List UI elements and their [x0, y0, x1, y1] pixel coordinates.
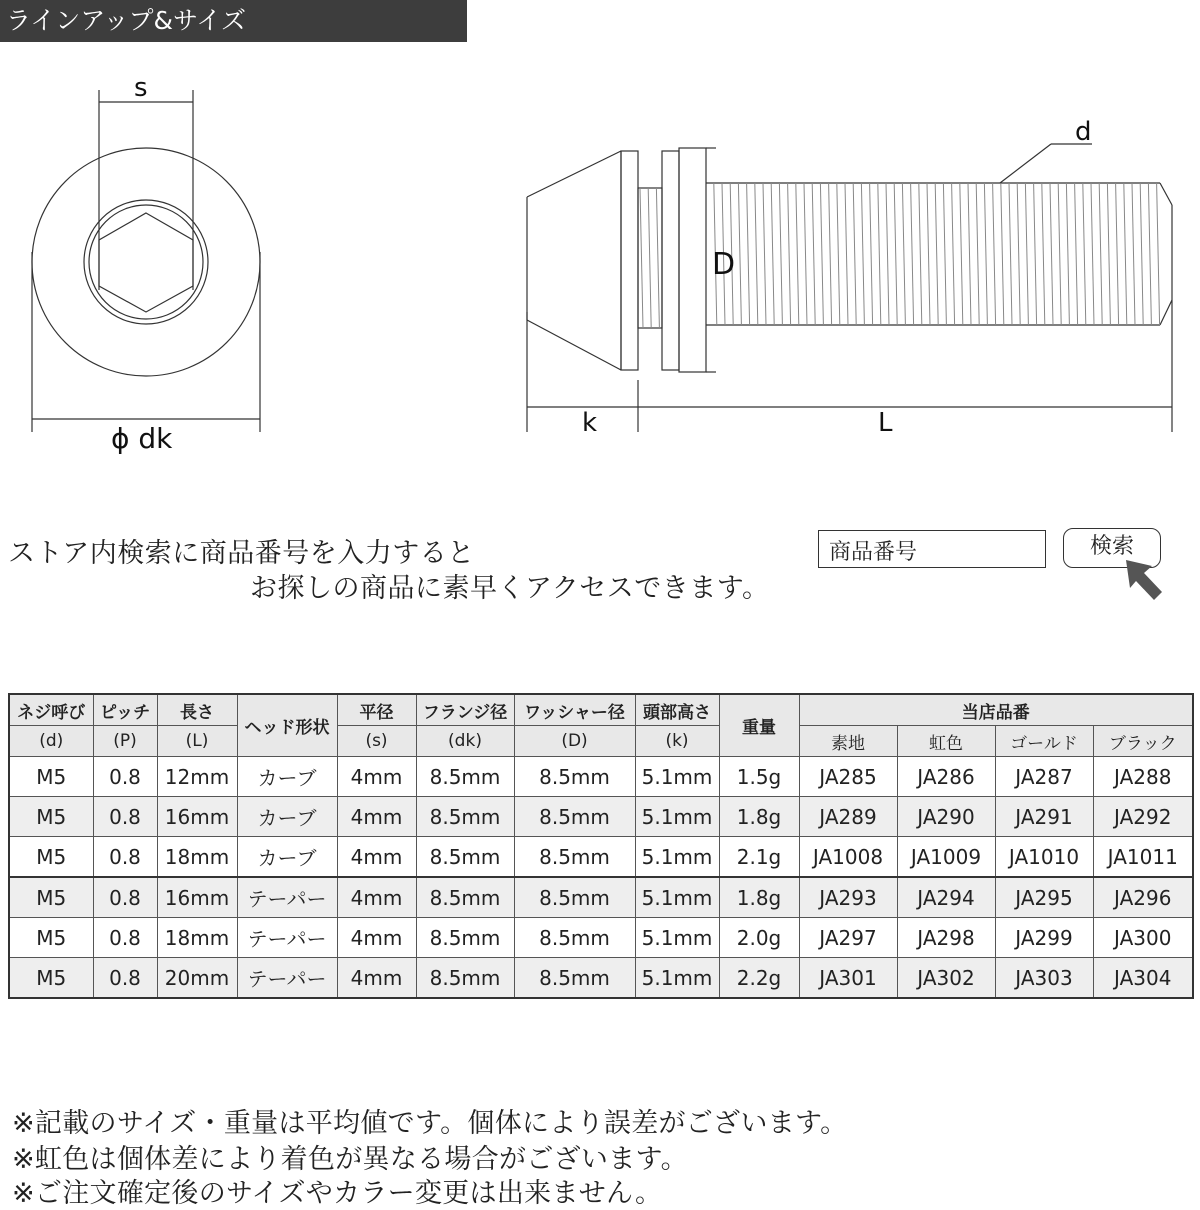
table-cell: 4mm [337, 958, 416, 999]
table-cell: 5.1mm [635, 918, 719, 958]
table-cell: 4mm [337, 757, 416, 797]
table-cell: JA290 [897, 797, 995, 837]
table-row [9, 958, 1193, 999]
table-cell: 18mm [157, 918, 237, 958]
table-cell: JA292 [1093, 797, 1193, 837]
table-cell: JA1011 [1093, 837, 1193, 878]
table-cell: 8.5mm [514, 797, 635, 837]
header-sub-k: (k) [635, 726, 719, 757]
header-flange-diameter: フランジ径 [416, 694, 514, 726]
header-weight: 重量 [719, 694, 799, 757]
table-cell: カーブ [237, 757, 337, 797]
table-cell: 8.5mm [514, 918, 635, 958]
table-cell: 0.8 [93, 918, 157, 958]
table-cell: M5 [9, 918, 93, 958]
label-k: k [582, 408, 598, 438]
table-cell: 0.8 [93, 797, 157, 837]
label-s: s [134, 73, 148, 103]
header-color-gold: ゴールド [995, 726, 1093, 757]
side-dimension-lines [527, 144, 1172, 432]
table-cell: 1.8g [719, 877, 799, 918]
table-cell: 20mm [157, 958, 237, 999]
table-cell: 8.5mm [416, 797, 514, 837]
table-cell: 2.1g [719, 837, 799, 878]
table-cell: 2.2g [719, 958, 799, 999]
table-cell: JA1009 [897, 837, 995, 878]
table-cell: 8.5mm [514, 837, 635, 878]
header-sub-l: (L) [157, 726, 237, 757]
table-cell: 1.5g [719, 757, 799, 797]
header-length: 長さ [157, 694, 237, 726]
table-row [9, 837, 1193, 878]
table-cell: M5 [9, 837, 93, 878]
header-thread-size: ネジ呼び [9, 694, 93, 726]
label-dk: ϕ dk [111, 422, 173, 455]
table-cell: JA299 [995, 918, 1093, 958]
table-cell: 8.5mm [514, 958, 635, 999]
table-cell: JA288 [1093, 757, 1193, 797]
section-title: ラインアップ&サイズ [0, 0, 467, 42]
header-sub-p: (P) [93, 726, 157, 757]
table-cell: 18mm [157, 837, 237, 878]
header-color-black: ブラック [1093, 726, 1193, 757]
table-cell: 16mm [157, 877, 237, 918]
table-cell: カーブ [237, 837, 337, 878]
table-cell: JA298 [897, 918, 995, 958]
table-cell: JA300 [1093, 918, 1193, 958]
table-cell: JA301 [799, 958, 897, 999]
search-intro-line1: ストア内検索に商品番号を入力すると [8, 538, 475, 569]
table-cell: JA287 [995, 757, 1093, 797]
table-cell: 0.8 [93, 757, 157, 797]
table-cell: JA289 [799, 797, 897, 837]
table-cell: 4mm [337, 837, 416, 878]
table-cell: M5 [9, 958, 93, 999]
note-line: ※虹色は個体差により着色が異なる場合がございます。 [12, 1144, 688, 1175]
table-cell: JA295 [995, 877, 1093, 918]
header-color-rainbow: 虹色 [897, 726, 995, 757]
table-cell: 5.1mm [635, 877, 719, 918]
header-width-across-flats: 平径 [337, 694, 416, 726]
table-cell: 8.5mm [514, 757, 635, 797]
header-store-part-number: 当店品番 [799, 694, 1193, 726]
table-cell: M5 [9, 877, 93, 918]
table-cell: 8.5mm [416, 837, 514, 878]
table-cell: 12mm [157, 757, 237, 797]
search-button[interactable]: 検索 [1063, 528, 1161, 568]
table-cell: テーパー [237, 877, 337, 918]
label-D: D [712, 247, 736, 282]
header-sub-s: (s) [337, 726, 416, 757]
table-row [9, 797, 1193, 837]
table-cell: カーブ [237, 797, 337, 837]
table-cell: JA297 [799, 918, 897, 958]
table-cell: 8.5mm [416, 757, 514, 797]
header-head-height: 頭部高さ [635, 694, 719, 726]
search-intro-line2: お探しの商品に素早くアクセスできます。 [250, 573, 770, 604]
table-cell: JA293 [799, 877, 897, 918]
table-cell: 5.1mm [635, 797, 719, 837]
table-row [9, 877, 1193, 918]
table-row [9, 757, 1193, 797]
table-cell: JA286 [897, 757, 995, 797]
table-cell: M5 [9, 797, 93, 837]
spec-table-body [9, 757, 1193, 999]
table-cell: 8.5mm [514, 877, 635, 918]
header-sub-D: (D) [514, 726, 635, 757]
bolt-dimension-diagram [0, 0, 1200, 500]
table-row [9, 918, 1193, 958]
bolt-head-front-view [32, 90, 260, 432]
bolt-side-view [527, 148, 1172, 372]
header-sub-dk: (dk) [416, 726, 514, 757]
table-cell: 4mm [337, 877, 416, 918]
table-cell: 8.5mm [416, 918, 514, 958]
label-L: L [878, 408, 893, 438]
label-d: d [1075, 117, 1092, 147]
note-line: ※ご注文確定後のサイズやカラー変更は出来ません。 [12, 1178, 663, 1209]
header-color-raw: 素地 [799, 726, 897, 757]
table-cell: JA303 [995, 958, 1093, 999]
spec-table [8, 693, 1194, 999]
header-head-shape: ヘッド形状 [237, 694, 337, 757]
table-cell: 2.0g [719, 918, 799, 958]
table-cell: 8.5mm [416, 958, 514, 999]
table-cell: JA291 [995, 797, 1093, 837]
table-cell: 0.8 [93, 837, 157, 878]
note-line: ※記載のサイズ・重量は平均値です。個体により誤差がございます。 [12, 1108, 848, 1139]
header-pitch: ピッチ [93, 694, 157, 726]
table-cell: JA302 [897, 958, 995, 999]
header-washer-diameter: ワッシャー径 [514, 694, 635, 726]
table-cell: 5.1mm [635, 837, 719, 878]
table-cell: 1.8g [719, 797, 799, 837]
table-cell: JA285 [799, 757, 897, 797]
header-sub-d: (d) [9, 726, 93, 757]
table-cell: 4mm [337, 918, 416, 958]
table-cell: テーパー [237, 958, 337, 999]
table-cell: JA304 [1093, 958, 1193, 999]
table-cell: 5.1mm [635, 757, 719, 797]
table-cell: 4mm [337, 797, 416, 837]
cursor-arrow-icon [1122, 556, 1172, 606]
table-cell: JA1008 [799, 837, 897, 878]
table-cell: 0.8 [93, 958, 157, 999]
table-cell: 16mm [157, 797, 237, 837]
table-cell: JA1010 [995, 837, 1093, 878]
table-cell: 0.8 [93, 877, 157, 918]
table-cell: JA296 [1093, 877, 1193, 918]
table-cell: 5.1mm [635, 958, 719, 999]
product-number-search-input[interactable]: 商品番号 [818, 530, 1046, 568]
table-cell: JA294 [897, 877, 995, 918]
table-cell: テーパー [237, 918, 337, 958]
table-cell: 8.5mm [416, 877, 514, 918]
table-cell: M5 [9, 757, 93, 797]
